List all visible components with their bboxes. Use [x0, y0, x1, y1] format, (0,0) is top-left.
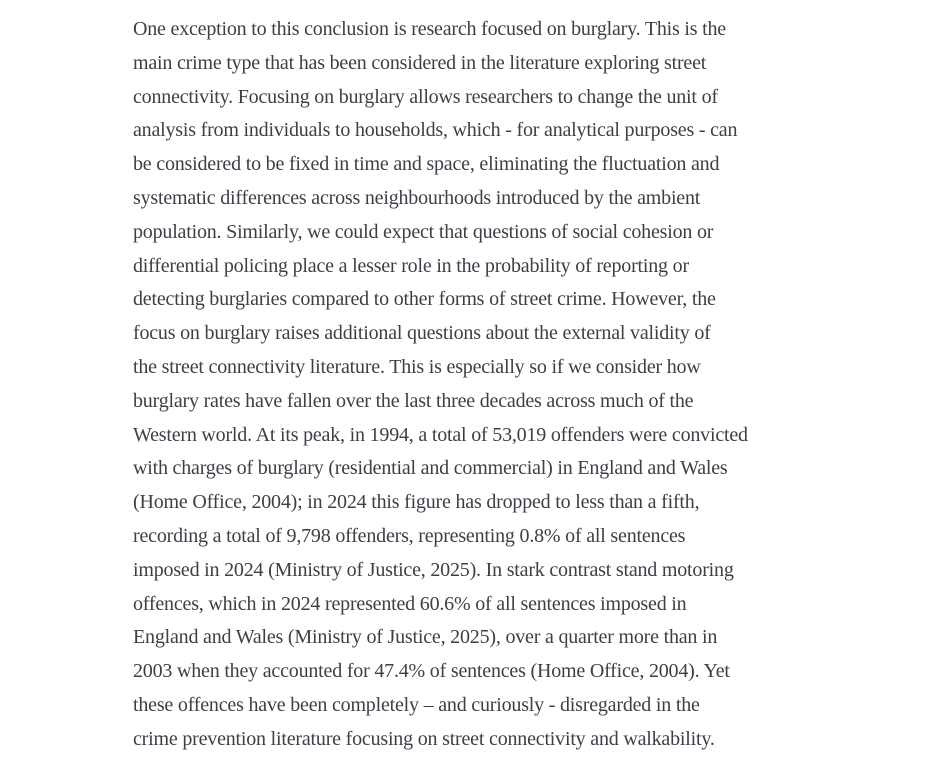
text-line: England and Wales (Ministry of Justice, 2025), over a quarter more than in: [133, 626, 718, 649]
text-line: population. Similarly, we could expect that questions of social cohesion or: [133, 220, 714, 243]
text-line: systematic differences across neighbourhoods introduced by the ambient: [133, 186, 701, 209]
text-line: (Home Office, 2004); in 2024 this figure has dropped to less than a fifth,: [133, 491, 700, 514]
text-line: the street connectivity literature. This is especially so if we consider how: [133, 355, 701, 378]
text-line: crime prevention literature focusing on street connectivity and walkability.: [133, 727, 715, 750]
text-line: Western world. At its peak, in 1994, a total of 53,019 offenders were convicted: [133, 423, 748, 446]
text-line: focus on burglary raises additional questions about the external validity of: [133, 322, 711, 345]
text-line: detecting burglaries compared to other forms of street crime. However, the: [133, 288, 716, 311]
text-line: these offences have been completely – and curiously - disregarded in the: [133, 693, 700, 716]
text-line: be considered to be fixed in time and space, eliminating the fluctuation and: [133, 153, 720, 176]
text-line: offences, which in 2024 represented 60.6% of all sentences imposed in: [133, 592, 687, 615]
text-line: imposed in 2024 (Ministry of Justice, 2025). In stark contrast stand motoring: [133, 558, 734, 581]
paragraph: [133, 13, 820, 757]
text-line: recording a total of 9,798 offenders, representing 0.8% of all sentences: [133, 524, 686, 547]
text-line: analysis from individuals to households, which - for analytical purposes - can: [133, 119, 738, 142]
text-line: with charges of burglary (residential and commercial) in England and Wales: [133, 457, 728, 480]
text-line: connectivity. Focusing on burglary allows researchers to change the unit of: [133, 85, 718, 108]
text-line: differential policing place a lesser role in the probability of reporting or: [133, 254, 689, 277]
text-line: 2003 when they accounted for 47.4% of sentences (Home Office, 2004). Yet: [133, 660, 730, 683]
text-line: main crime type that has been considered in the literature exploring street: [133, 51, 707, 74]
text-line: burglary rates have fallen over the last three decades across much of the: [133, 389, 694, 412]
text-line: One exception to this conclusion is research focused on burglary. This is the: [133, 18, 726, 40]
